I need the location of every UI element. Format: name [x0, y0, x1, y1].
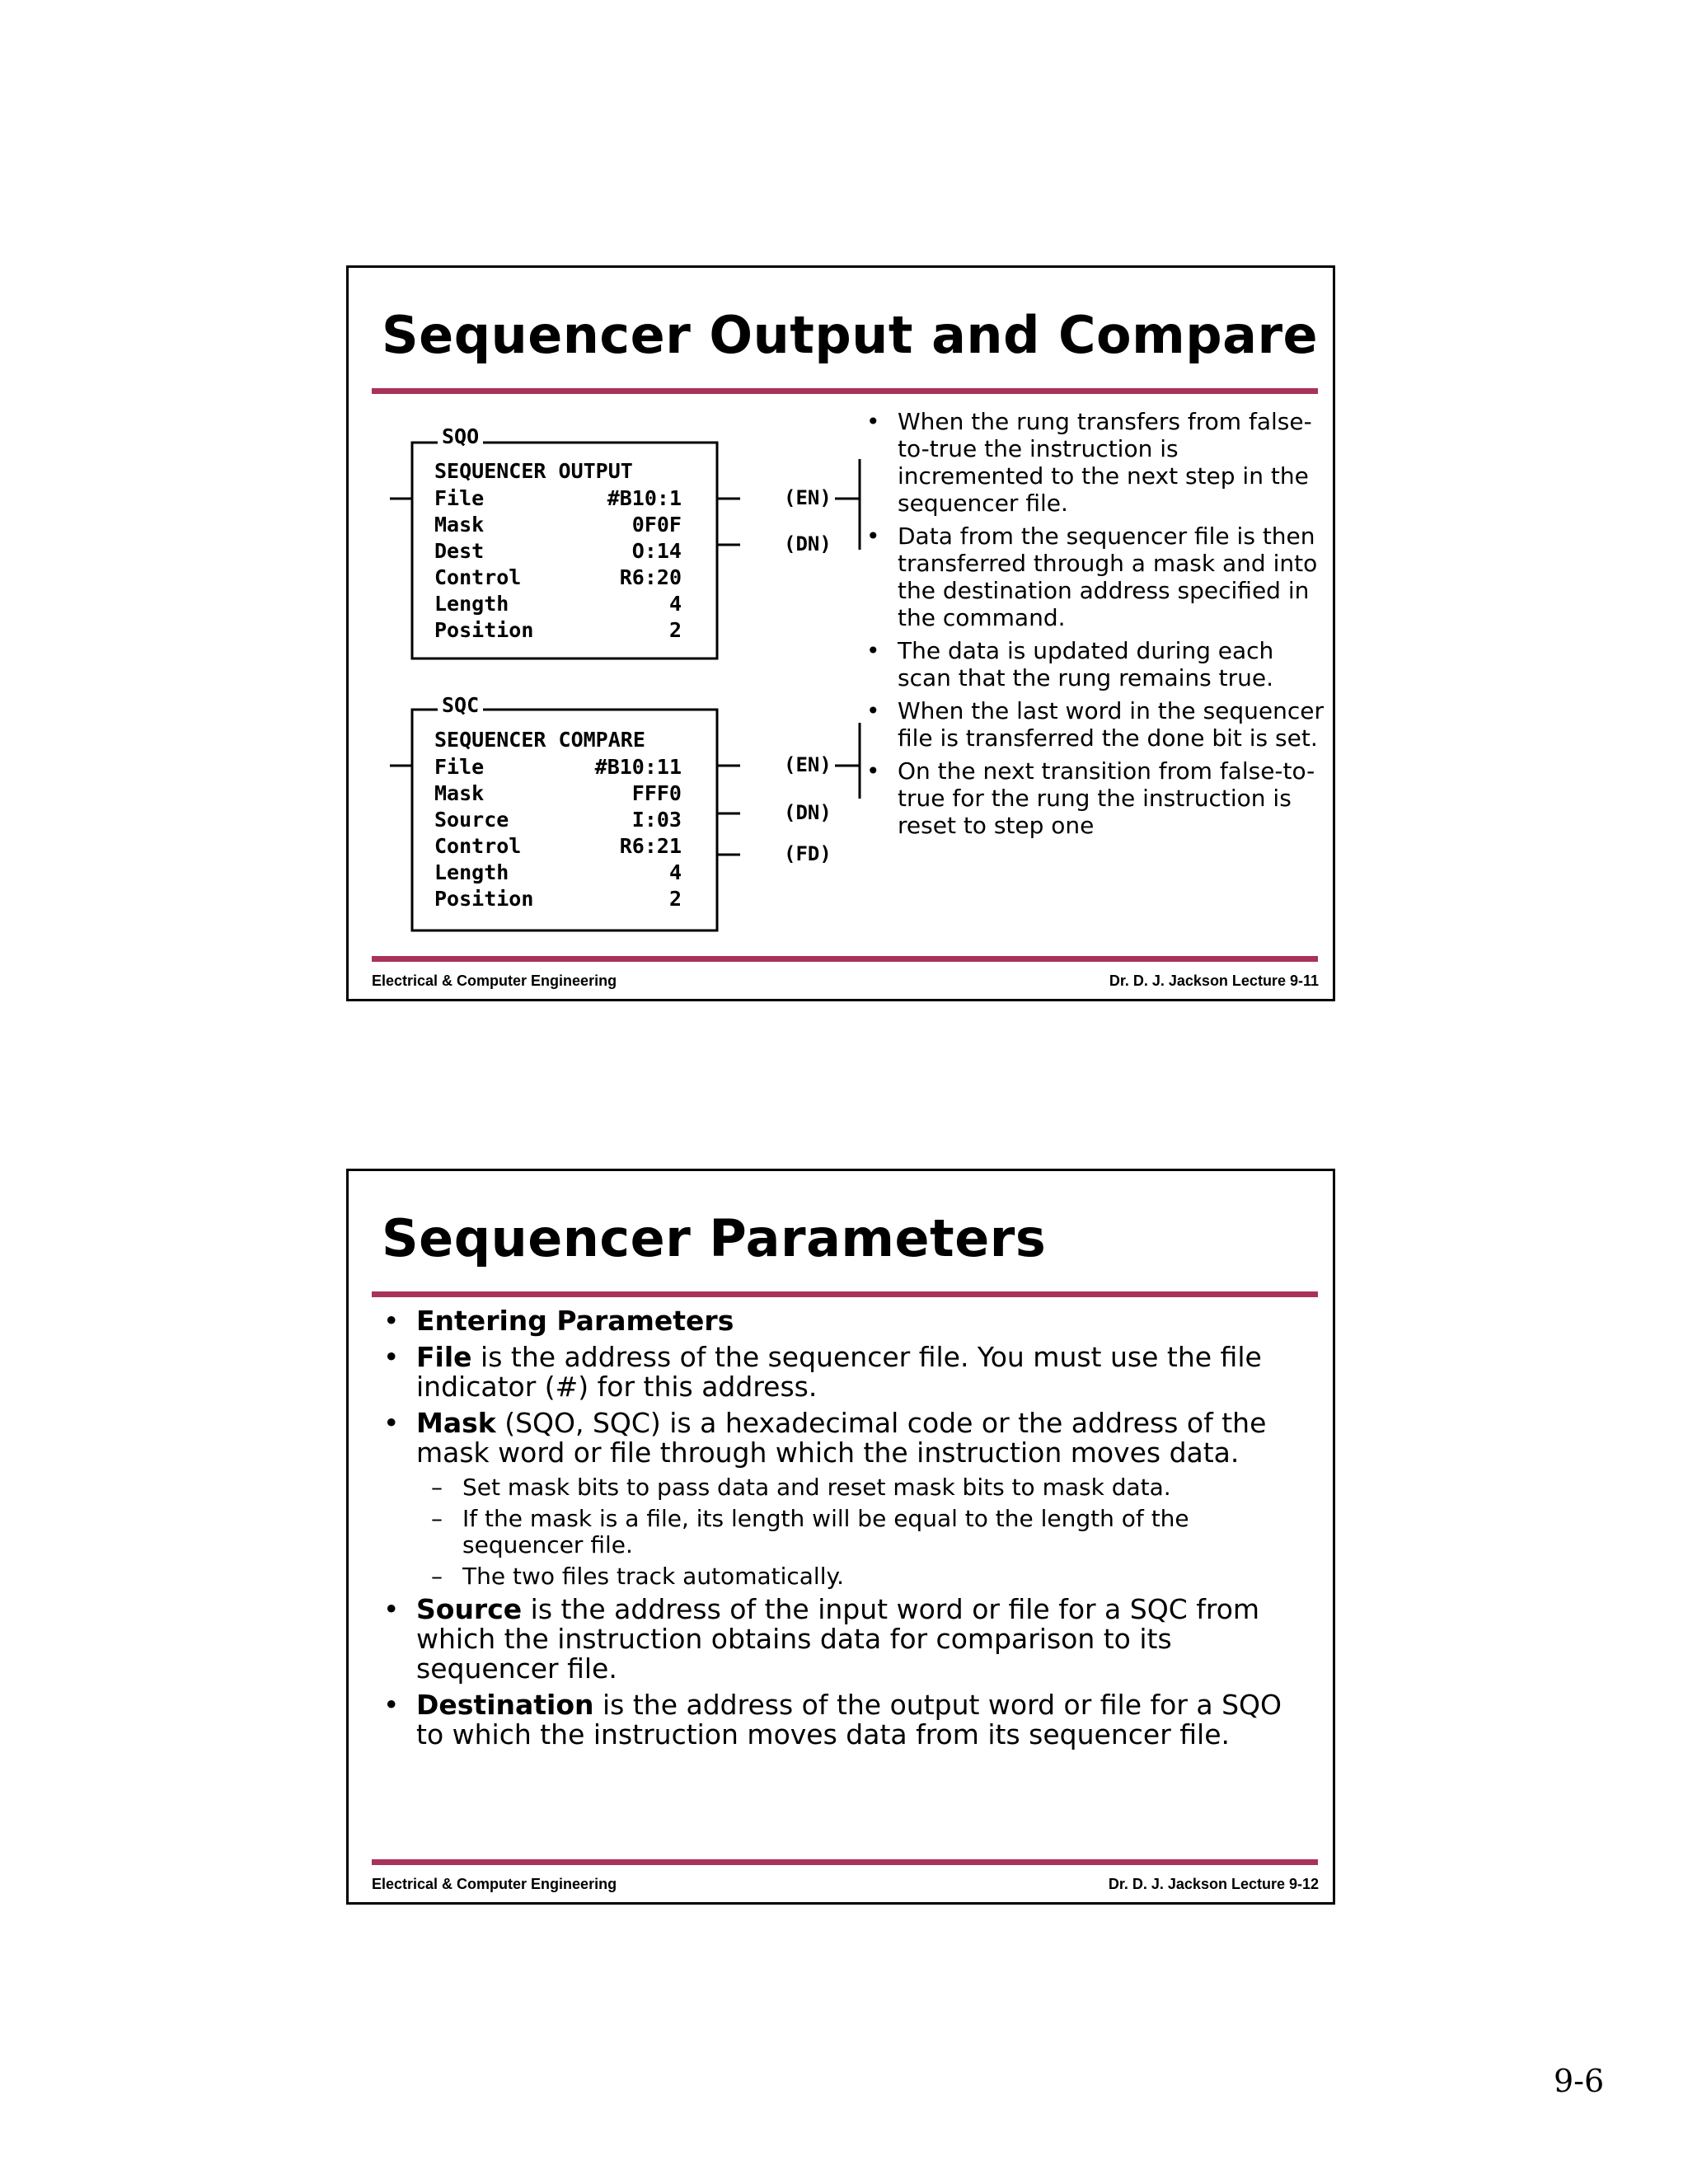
param-value: R6:21: [619, 834, 682, 858]
sqo-instruction-name: SQO: [438, 424, 483, 448]
param-label: Length: [434, 592, 509, 616]
bullet-item: [380, 1306, 1311, 1336]
bullet-term: File: [416, 1341, 472, 1373]
coil-dn: (DN): [784, 532, 832, 555]
param-label: Dest: [434, 539, 485, 563]
footer-rule: [372, 956, 1318, 962]
coil-fd: (FD): [784, 842, 832, 865]
param-label: File: [434, 486, 485, 510]
param-label: Position: [434, 618, 534, 642]
bullet-text: is the address of the input word or file for a SQC from which the instruction obtains data for comparison to its sequencer file.: [416, 1593, 1260, 1685]
param-value: FFF0: [631, 781, 682, 805]
bullet-item: [380, 1408, 1311, 1468]
sqo-heading: SEQUENCER OUTPUT: [434, 459, 633, 483]
sqc-heading: SEQUENCER COMPARE: [434, 728, 645, 752]
param-value: 2: [668, 887, 682, 911]
sqo-ladder-block: [390, 426, 851, 682]
param-value: 4: [668, 592, 682, 616]
bullet-item: [380, 1595, 1311, 1684]
page-number: 9-6: [1554, 2063, 1605, 2099]
bullet-term: Destination: [416, 1689, 594, 1721]
sub-bullet-item: – The two files track automatically.: [380, 1563, 1311, 1590]
slide-sequencer-output-compare: [346, 265, 1335, 1001]
bullet-item: [380, 1343, 1311, 1402]
param-label: Mask: [434, 781, 485, 805]
param-label: Mask: [434, 513, 485, 537]
param-value: #B10:11: [594, 755, 682, 779]
bullet-item: • When the rung transfers from false-to-true the instruction is incremented to the next step in the sequencer file.: [863, 408, 1325, 517]
bullet-text: is the address of the sequencer file. You must use the file indicator (#) for this address.: [416, 1341, 1262, 1403]
coil-dn: (DN): [784, 801, 832, 824]
param-value: #B10:1: [607, 486, 682, 510]
bullet-item: • Data from the sequencer file is then transferred through a mask and into the destination address specified in the command.: [863, 523, 1325, 631]
slide-sequencer-parameters: [346, 1169, 1335, 1905]
param-value: 2: [668, 618, 682, 642]
coil-en: (EN): [784, 753, 832, 776]
slide-title: Sequencer Parameters: [382, 1208, 1047, 1268]
param-value: R6:20: [619, 565, 682, 589]
bullet-term: Source: [416, 1593, 523, 1625]
bullet-term: Mask: [416, 1407, 496, 1439]
bullet-text: (SQO, SQC) is a hexadecimal code or the address of the mask word or file through which the instruction moves data.: [416, 1407, 1267, 1469]
sqc-instruction-name: SQC: [438, 693, 483, 717]
param-value: O:14: [631, 539, 682, 563]
footer-lecture: Dr. D. J. Jackson Lecture 9-12: [1108, 1876, 1319, 1892]
sub-bullet-item: – Set mask bits to pass data and reset mask bits to mask data.: [380, 1474, 1311, 1501]
param-label: Length: [434, 860, 509, 884]
footer-department: Electrical & Computer Engineering: [372, 1876, 617, 1892]
bullet-item: [380, 1690, 1311, 1750]
param-label: Position: [434, 887, 534, 911]
bullet-term: Entering Parameters: [416, 1305, 734, 1337]
param-label: Control: [434, 565, 522, 589]
bullet-list: [380, 1306, 1311, 1756]
bullet-text: is the address of the output word or file for a SQO to which the instruction moves data from its sequencer file.: [416, 1689, 1282, 1750]
coil-en: (EN): [784, 486, 832, 509]
bullet-item: • On the next transition from false-to-true for the rung the instruction is reset to step one: [863, 757, 1325, 839]
param-label: File: [434, 755, 485, 779]
footer-lecture: Dr. D. J. Jackson Lecture 9-11: [1109, 972, 1319, 989]
footer-rule: [372, 1859, 1318, 1865]
sqc-ladder-block: [390, 693, 851, 954]
param-value: 4: [668, 860, 682, 884]
param-label: Control: [434, 834, 522, 858]
bullet-item: • When the last word in the sequencer file is transferred the done bit is set.: [863, 697, 1325, 752]
param-value: 0F0F: [631, 513, 682, 537]
footer-department: Electrical & Computer Engineering: [372, 972, 617, 989]
bullet-list: [863, 408, 1325, 845]
bullet-item: • The data is updated during each scan that the rung remains true.: [863, 637, 1325, 691]
title-rule: [372, 388, 1318, 394]
param-label: Source: [434, 808, 509, 832]
sub-bullet-item: – If the mask is a file, its length will be equal to the length of the sequencer file.: [380, 1506, 1311, 1558]
title-rule: [372, 1291, 1318, 1297]
slide-title: Sequencer Output and Compare: [382, 305, 1319, 365]
param-value: I:03: [631, 808, 682, 832]
